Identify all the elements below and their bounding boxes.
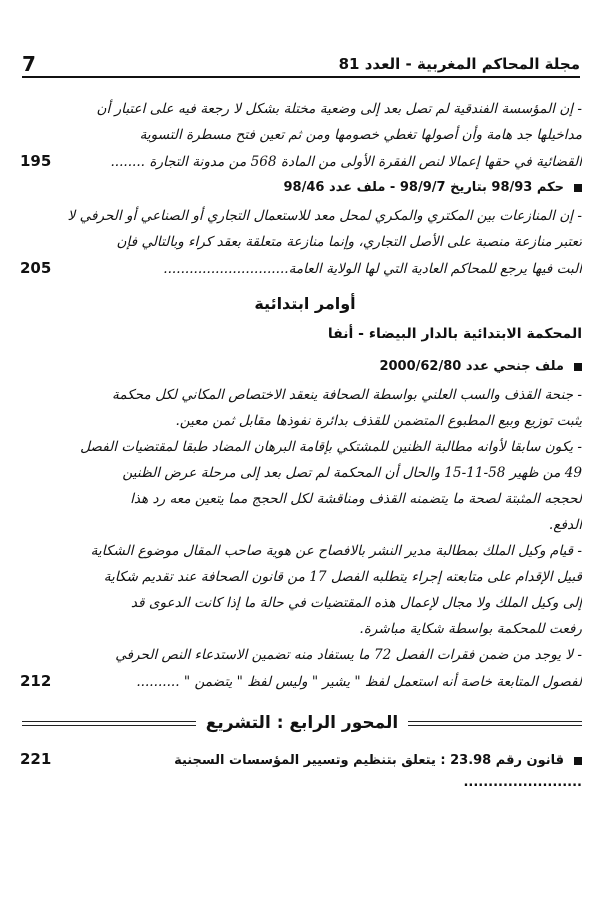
entry-line: - إن المنازعات بين المكتري والمكري لمحل معد للاستعمال التجاري أو الصناعي أو الحرفي لا xyxy=(67,208,582,224)
entry-line: - قيام وكيل الملك بمطالبة مدير النشر بالافصاح عن هوية صاحب المقال موضوع الشكاية xyxy=(90,543,582,559)
square-bullet-icon xyxy=(574,363,582,371)
section-title: أوامر ابتدائية xyxy=(254,294,356,313)
case-heading-text: حكم 98/93 بتاريخ 98/9/7 - ملف عدد 98/46 xyxy=(283,180,564,195)
court-title: المحكمة الابتدائية بالدار البيضاء - أنفا xyxy=(327,326,582,342)
page-header xyxy=(22,50,580,78)
entry-line: - جنحة القذف والسب العلني بواسطة الصحافة ينعقد الاختصاص المكاني لكل محكمة xyxy=(112,387,582,403)
entry-last-line xyxy=(20,255,582,281)
square-bullet-icon xyxy=(574,757,582,765)
summary-entry-1 xyxy=(20,96,582,174)
page-reference: 205 xyxy=(20,259,52,277)
case-heading-1 xyxy=(20,177,582,199)
entry-line: لحججه المثبتة لصحة ما يتضمنه القذف ومناقشة لكل الحجج مما يتعين معه رد هذا xyxy=(130,491,582,507)
entry-last-line xyxy=(20,668,582,694)
entry-line: رفعت للمحكمة بواسطة شكاية مباشرة. xyxy=(359,621,582,637)
case-heading-2 xyxy=(20,356,582,378)
entry-line: - إن المؤسسة الفندقية لم تصل بعد إلى وضعية مختلة بشكل لا رجعة فيه على اعتبار أن xyxy=(96,101,582,117)
entry-line: إلى وكيل الملك ولا مجال لإعمال هذه المقتضيات في حالة ما إذا كانت الدعوى قد xyxy=(130,595,582,611)
entry-line: الدفع. xyxy=(548,517,582,533)
axis-heading xyxy=(22,707,582,739)
summary-entry-2 xyxy=(20,203,582,281)
entry-line: يثبت توزيع وبيع المطبوع المتضمن للقذف بدائرة نفوذها مقابل ثمن معين. xyxy=(175,413,582,429)
entry-line: - يكون سابقا لأوانه مطالبة الظنين للمشتكي بإقامة البرهان المضاد طبقا لمقتضيات الفصل xyxy=(80,439,582,455)
double-rule-right xyxy=(408,721,582,726)
page-reference: 212 xyxy=(20,672,52,690)
entry-line: لفصول المتابعة خاصة أنه استعمل لفظ " يشير " وليس لفظ " يتضمن " .......... xyxy=(136,674,582,690)
page-reference: 195 xyxy=(20,152,52,170)
entry-line: القضائية في حقها إعمالا لنص الفقرة الأولى من المادة 568 من مدونة التجارة ........ xyxy=(110,154,582,170)
entry-line: تعتبر منازعة منصبة على الأصل التجاري، وإنما منازعة متعلقة بعقد كراء وبالتالي فإن xyxy=(116,234,582,250)
page-number: 7 xyxy=(22,52,36,76)
journal-title: مجلة المحاكم المغربية - العدد 81 xyxy=(338,55,580,73)
case-heading-text: ملف جنحي عدد 2000/62/80 xyxy=(379,359,564,374)
entry-line: - لا يوجد من ضمن فقرات الفصل 72 ما يستفاد منه تضمين الاستدعاء النص الحرفي xyxy=(115,647,582,663)
summary-entry-3 xyxy=(20,382,582,694)
entry-last-line xyxy=(20,148,582,174)
law-entry xyxy=(20,748,582,794)
entry-line: مداخيلها جد هامة وأن أصولها تغطي خصومها ومن ثم تعين فتح مسطرة التسوية xyxy=(139,127,582,143)
axis-title: المحور الرابع : التشريع xyxy=(205,713,399,733)
law-text-wrap xyxy=(51,750,582,794)
law-text: قانون رقم 23.98 : يتعلق بتنظيم وتسيير المؤسسات السجنية ........................ xyxy=(174,753,582,790)
square-bullet-icon xyxy=(574,184,582,192)
page-reference: 221 xyxy=(20,750,52,768)
double-rule-left xyxy=(22,721,196,726)
entry-line: البت فيها يرجع للمحاكم العادية التي لها الولاية العامة............................. xyxy=(163,261,582,277)
entry-line: 49 من ظهير 58-11-15 والحال أن المحكمة لم تصل بعد إلى مرحلة عرض الظنين xyxy=(122,465,582,481)
entry-line: قبيل الإقدام على متابعته إجراء يتطلبه الفصل 17 من قانون الصحافة عند تقديم شكاية xyxy=(103,569,582,585)
